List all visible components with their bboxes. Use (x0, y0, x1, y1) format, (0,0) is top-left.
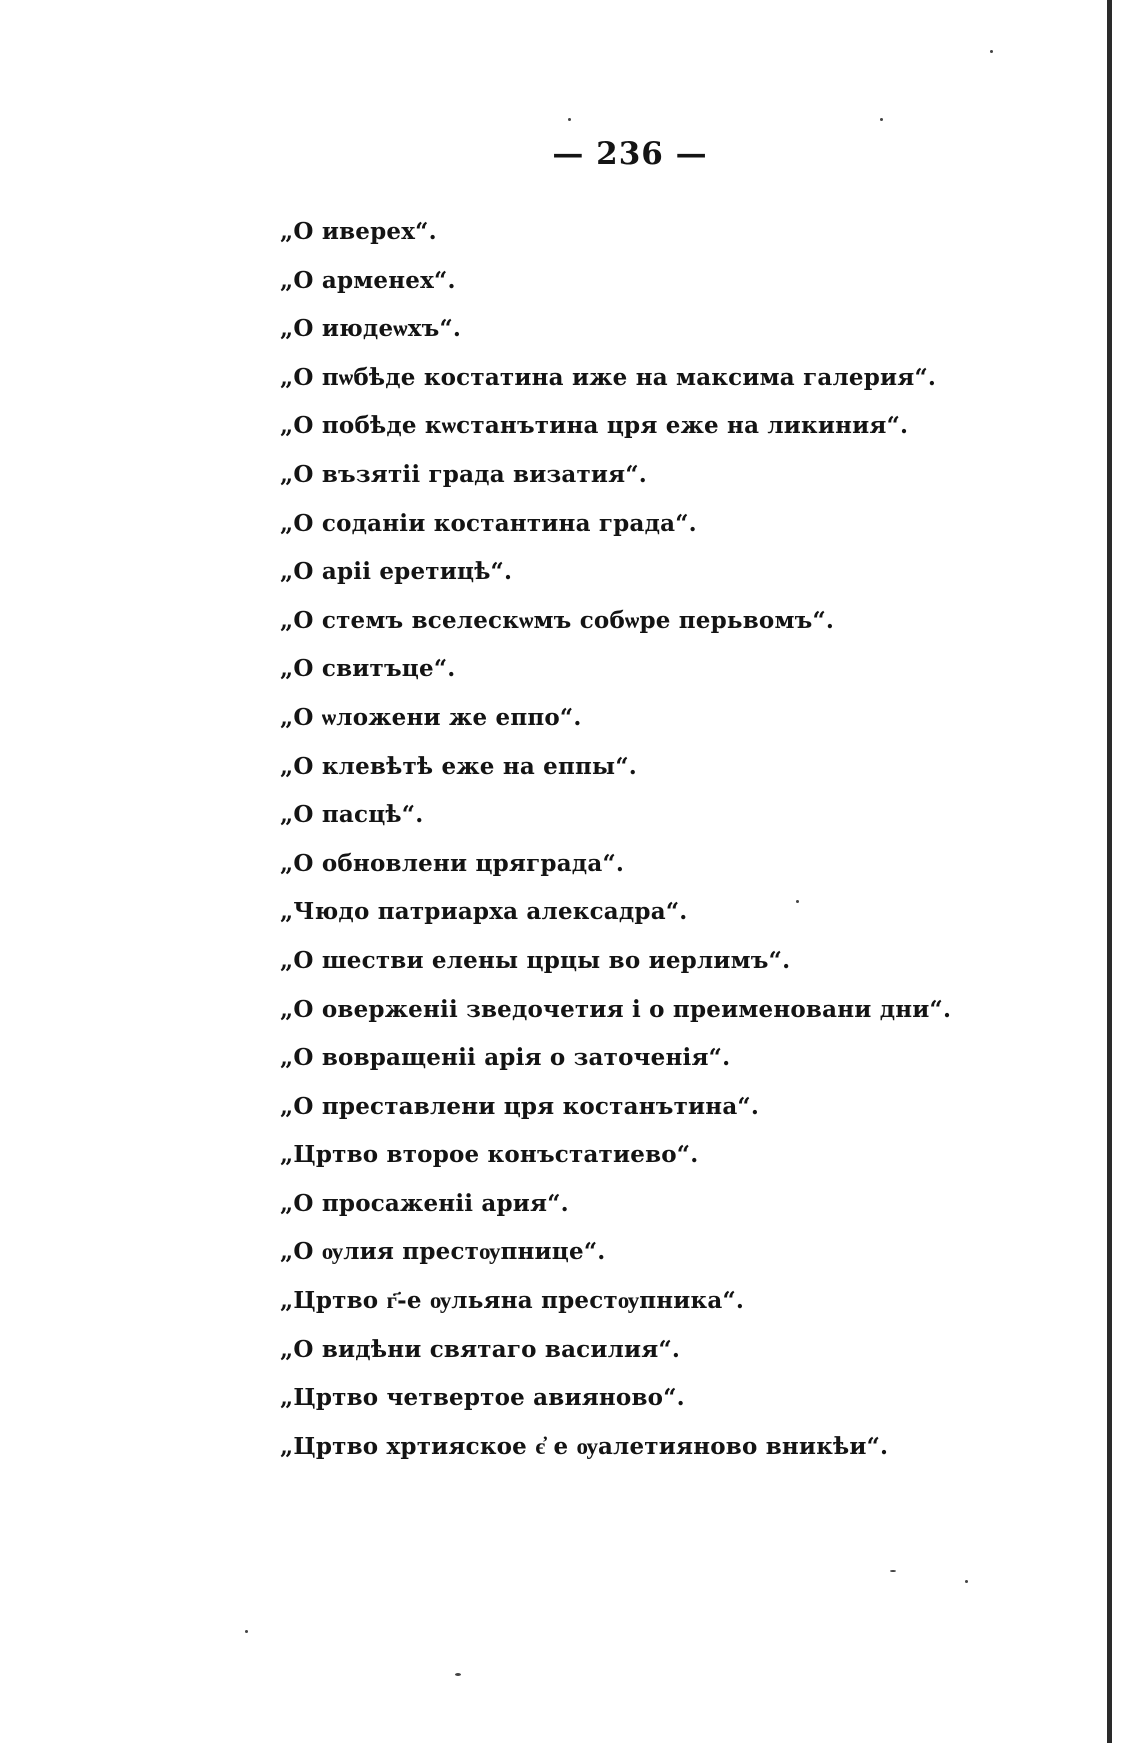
line-text: „О ѡложени же еппо“. (280, 703, 582, 731)
print-speck (990, 50, 993, 53)
text-line (280, 548, 951, 597)
print-speck (796, 900, 799, 903)
line-text: „Цртво четвертое авияново“. (280, 1384, 685, 1412)
text-line (280, 257, 951, 306)
text-line (280, 694, 951, 743)
print-speck (890, 1570, 896, 1572)
line-text: „Цртво г҃-е ѹльяна престѹпника“. (280, 1287, 745, 1315)
line-text: „О шестви елены црцы во иерлимъ“. (280, 946, 791, 974)
text-lines (280, 208, 951, 1471)
text-line (280, 1083, 951, 1132)
print-speck (245, 1630, 248, 1633)
text-line (280, 791, 951, 840)
line-text: „О пасцѣ“. (280, 801, 424, 829)
text-line (280, 1374, 951, 1423)
line-text: „О просаженіі ария“. (280, 1189, 569, 1217)
text-line (280, 1423, 951, 1472)
text-line (280, 1131, 951, 1180)
print-speck (568, 118, 571, 121)
text-line (280, 743, 951, 792)
text-line (280, 1277, 951, 1326)
text-line (280, 888, 951, 937)
line-text: „О июдеѡхъ“. (280, 315, 462, 343)
line-text: „О ѹлия престѹпнице“. (280, 1238, 606, 1266)
text-line (280, 354, 951, 403)
line-text: „О оверженіі зведочетия і о преименовани дни“. (280, 995, 952, 1023)
line-text: „О клевѣтѣ еже на еппы“. (280, 752, 637, 780)
line-text: „Цртво хртияское є҆ е ѹалетияново вникѣи“. (280, 1432, 889, 1460)
line-text: „О арменех“. (280, 266, 456, 294)
line-text: „О видѣни святаго василия“. (280, 1335, 681, 1363)
text-line (280, 208, 951, 257)
line-text: „О иверех“. (280, 218, 437, 245)
line-text: „О възятіі града визатия“. (280, 460, 647, 488)
page-edge-shadow (1107, 0, 1112, 1743)
line-text: „О побѣде кѡстанътина цря еже на ликиния“. (280, 412, 909, 440)
line-text: „О пѡбѣде костатина иже на максима галерия“. (280, 363, 937, 391)
text-line (280, 1228, 951, 1277)
line-text: „О соданіи костантина града“. (280, 509, 697, 537)
line-text: „О вовращеніі арія о заточенія“. (280, 1044, 731, 1072)
line-text: „О свитъце“. (280, 655, 456, 683)
print-speck (880, 118, 883, 121)
print-speck (455, 1673, 461, 1676)
print-speck (965, 1580, 968, 1583)
text-line (280, 1180, 951, 1229)
text-line (280, 1326, 951, 1375)
text-line (280, 500, 951, 549)
text-line (280, 1034, 951, 1083)
text-line (280, 645, 951, 694)
text-line (280, 840, 951, 889)
line-text: „О преставлени цря костанътина“. (280, 1092, 760, 1120)
page-number: — 236 — (552, 136, 708, 172)
line-text: „Цртво второе конъстатиево“. (280, 1141, 699, 1169)
text-line (280, 597, 951, 646)
text-line (280, 402, 951, 451)
text-line (280, 986, 951, 1035)
text-line (280, 451, 951, 500)
line-text: „О обновлени цряграда“. (280, 849, 625, 877)
line-text: „О аріі еретицѣ“. (280, 558, 513, 586)
text-line (280, 305, 951, 354)
line-text: „Чюдо патриарха алексадра“. (280, 898, 688, 926)
line-text: „О стемъ вселескѡмъ собѡре перьвомъ“. (280, 606, 835, 634)
text-line (280, 937, 951, 986)
